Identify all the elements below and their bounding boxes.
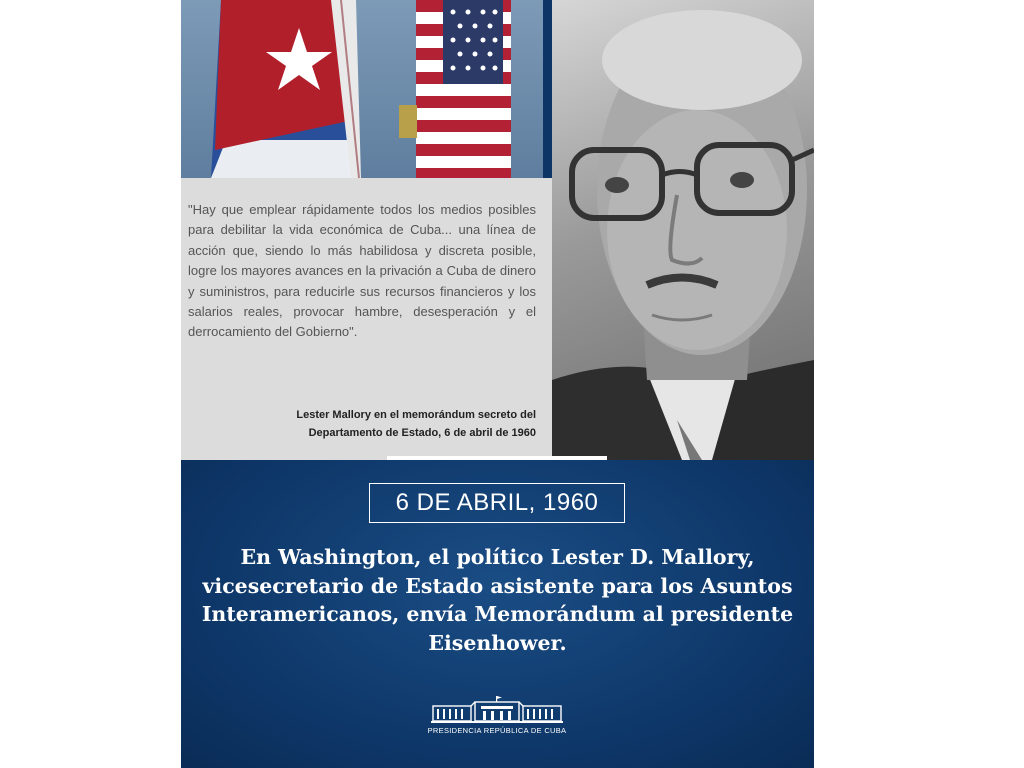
portrait-illustration [552,0,814,460]
presidency-logo [422,696,572,746]
attribution-line-1: Lester Mallory en el memorándum secreto del [296,409,536,421]
flags-photo [181,0,543,178]
quote-text: "Hay que emplear rápidamente todos los medios posibles para debilitar la vida económica de Cuba... una línea de acción que, siendo lo más habilidosa y discreta posible, logre los mayores avances en la privación a Cuba de dinero y suministros, para reducirle sus recursos financieros y los salarios reales, provocar hambre, desesperación y el derrocamiento del Gobierno". [188,202,536,340]
palace-icon [431,696,563,724]
attribution-line-2: Departamento de Estado, 6 de abril de 1960 [308,427,536,439]
flags-illustration [181,0,543,178]
headline-text: En Washington, el político Lester D. Mallory, vicesecretario de Estado asistente para los Asuntos Interamericanos, envía Memorándum al presidente Eisenhower. [201,545,794,655]
logo-text: PRESIDENCIA REPÚBLICA DE CUBA [427,726,567,735]
poster [181,0,814,768]
date-label: 6 DE ABRIL, 1960 [369,483,625,523]
headline-section [181,460,814,768]
quote-attribution [181,406,536,442]
portrait-photo [552,0,814,460]
quote-panel [181,178,552,460]
